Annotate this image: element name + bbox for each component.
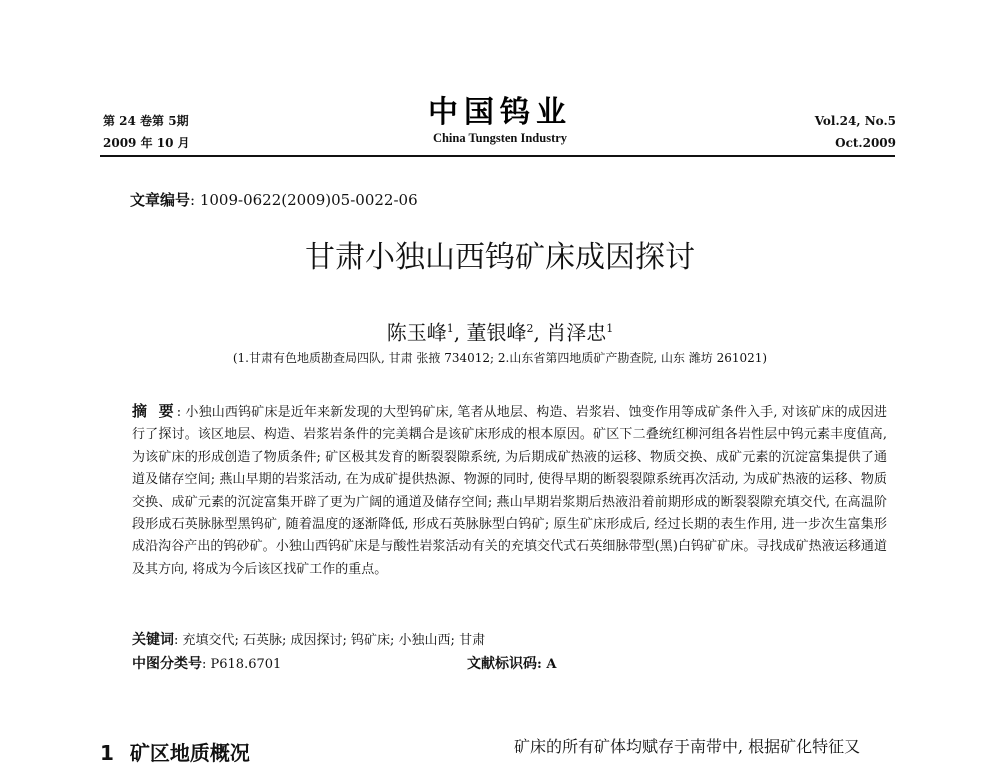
article-number-label: 文章编号 [130,191,191,209]
author-1-affil: 1 [446,322,454,335]
author-1: 陈玉峰 [386,320,447,345]
journal-logo [380,96,620,146]
author-separator: , [453,320,467,345]
abstract-text: : 小独山西钨矿床是近年来新发现的大型钨矿床, 笔者从地层、构造、岩浆岩、蚀变作用等成矿条件入手, 对该矿床的成因进行了探讨。该区地层、构造、岩浆岩条件的完美耦合是该矿床形成的根本原因。矿区下二叠统红柳河组各岩性层中钨元素丰度值高, 为该矿床的形成创造了物质条件; 矿区极其发育的断裂裂隙系统, 为后期成矿热液的运移、物质交换、成矿元素的沉淀富集提供了通道及储存空间; 燕山早期的岩浆活动, 在为成矿提供热源、物源的同时, 使得早期的断裂裂隙系统再次活动, 为成矿热液的运移、物质交换、成矿元素的沉淀富集开辟了更为广阔的通道及储存空间; 燕山早期岩浆期后热液沿着前期形成的断裂裂隙充填交代, 在高温阶段形成石英脉脉型黑钨矿, 随着温度的逐渐降低, 形成石英脉脉型白钨矿; 原生矿床形成后, 经过长期的表生作用, 进一步次生富集形成沿沟谷产出的钨砂矿。小独山西钨矿床是与酸性岩浆活动有关的充填交代式石英细脉带型(黑)白钨矿矿床。寻找成矿热液运移通道及其方向, 将成为今后该区找矿工作的重点。 [132,405,887,577]
doc-code-value: : A [537,657,557,672]
date-en: Oct.2009 [835,136,896,150]
author-3-affil: 1 [606,322,614,335]
author-2: 董银峰 [466,320,527,345]
clc-number [132,654,281,675]
abstract [132,400,887,581]
author-separator: , [533,320,547,345]
keywords-text: : 充填交代; 石英脉; 成因探讨; 钨矿床; 小独山西; 甘肃 [174,633,486,648]
journal-header-right [716,110,896,154]
journal-name-en: China Tungsten Industry [432,131,568,145]
keywords-label: 关键词 [132,632,174,648]
article-number [130,190,418,210]
doc-code-label: 文献标识码 [467,656,537,672]
author-2-affil: 2 [526,322,534,335]
document-code [467,654,556,675]
abstract-label: 摘 要 [132,402,177,420]
section-heading [100,740,250,766]
affiliations: (1.甘肃有色地质勘查局四队, 甘肃 张掖 734012; 2.山东省第四地质矿产勘查院, 山东 潍坊 261021) [232,351,768,365]
article-number-value: : 1009-0622(2009)05-0022-06 [190,191,418,209]
paper-title: 甘肃小独山西钨矿床成因探讨 [305,240,695,275]
clc-value: : P618.6701 [202,657,282,672]
journal-name-cn: 中国钨业 [428,95,572,130]
keywords [132,630,485,651]
author-3: 肖泽忠 [546,320,607,345]
clc-label: 中图分类号 [132,656,202,672]
header-rule [100,155,895,157]
section-number: 1 [100,741,114,765]
volume-issue: 第 24 卷第 5期 [103,114,189,128]
author-list [100,315,900,347]
volume-en: Vol.24, No.5 [814,114,896,128]
journal-header-left [103,110,283,154]
date-cn: 2009 年 10 月 [103,136,190,150]
body-text-column-2: 矿床的所有矿体均赋存于南带中, 根据矿化特征又 [514,737,861,756]
section-title: 矿区地质概况 [129,741,250,765]
